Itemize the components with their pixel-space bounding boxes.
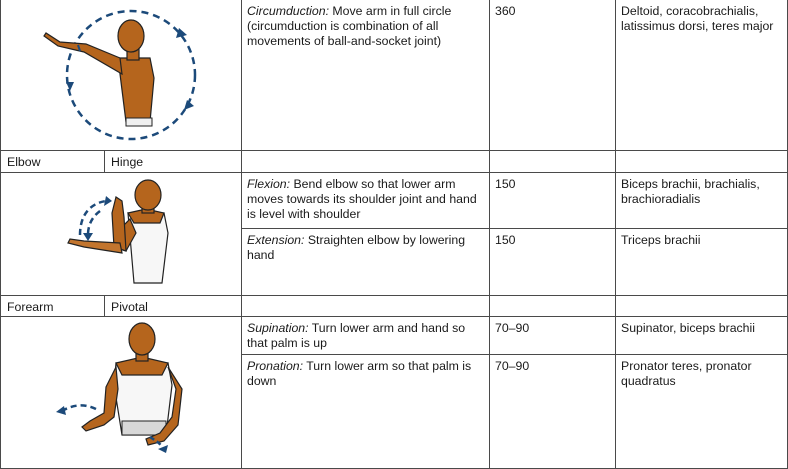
movement-text: Turn lower arm and hand so that palm is up [247,321,466,350]
movement-description [247,233,483,263]
movement-text: Turn lower arm so that palm is down [247,359,472,388]
muscles-list: Deltoid, coracobrachialis, latissimus dorsi, teres major [621,4,774,33]
arrowhead-icon [56,406,66,415]
table-col-divider [241,0,242,469]
movement-text: Bend elbow so that lower arm moves towards its shoulder joint and hand is level with shoulder [247,177,477,221]
movement-description [247,4,483,49]
movement-term: Circumduction: [247,4,330,18]
flexion-arrow [80,201,106,235]
joint-name: Forearm [7,300,54,314]
range-value: 70–90 [495,321,530,335]
arrowhead-icon [158,445,168,453]
forearm-rotation-figure [0,317,241,468]
movement-term: Supination: [247,321,309,335]
movement-text: Move arm in full circle (circumduction is combination of all movements of ball-and-socket joint) [247,4,452,48]
arrowhead-icon [83,233,93,241]
table-row-divider [0,295,788,296]
range-value: 70–90 [495,359,530,373]
head-shape [118,20,144,52]
range-value: 360 [495,4,516,18]
muscles-list: Biceps brachii, brachialis, brachioradialis [621,177,760,206]
left-arm-shape [82,367,118,431]
extension-arrow [88,211,100,235]
joint-type: Hinge [111,155,144,169]
table-row-divider [0,150,788,151]
table-col-divider [489,0,490,469]
movement-description [247,359,483,389]
range-value: 150 [495,177,516,191]
movement-term: Pronation: [247,359,304,373]
arrowhead-icon [66,82,74,91]
joint-name: Elbow [7,155,41,169]
movement-description [247,177,483,222]
table-col-divider [104,295,105,316]
table-col-divider [615,0,616,469]
pronation-arrow [62,405,96,411]
table-row-divider [241,354,788,355]
head-shape [135,180,161,210]
range-value: 150 [495,233,516,247]
movement-term: Flexion: [247,177,291,191]
head-shape [129,323,155,355]
muscles-list: Pronator teres, pronator quadratus [621,359,752,388]
elbow-flexion-extension-figure [0,173,241,295]
waistband-shape [126,118,152,126]
muscles-list: Triceps brachii [621,233,701,247]
arm-shape [44,33,122,74]
movement-text: Straighten elbow by lowering hand [247,233,466,262]
arrowhead-icon [104,196,112,206]
movement-description [247,321,483,351]
movement-term: Extension: [247,233,305,247]
muscles-list: Supinator, biceps brachii [621,321,755,335]
table-col-divider [104,150,105,172]
torso-shape [118,58,154,122]
table-row-divider [241,228,788,229]
joint-type: Pivotal [111,300,148,314]
arm-circumduction-figure [0,0,241,150]
